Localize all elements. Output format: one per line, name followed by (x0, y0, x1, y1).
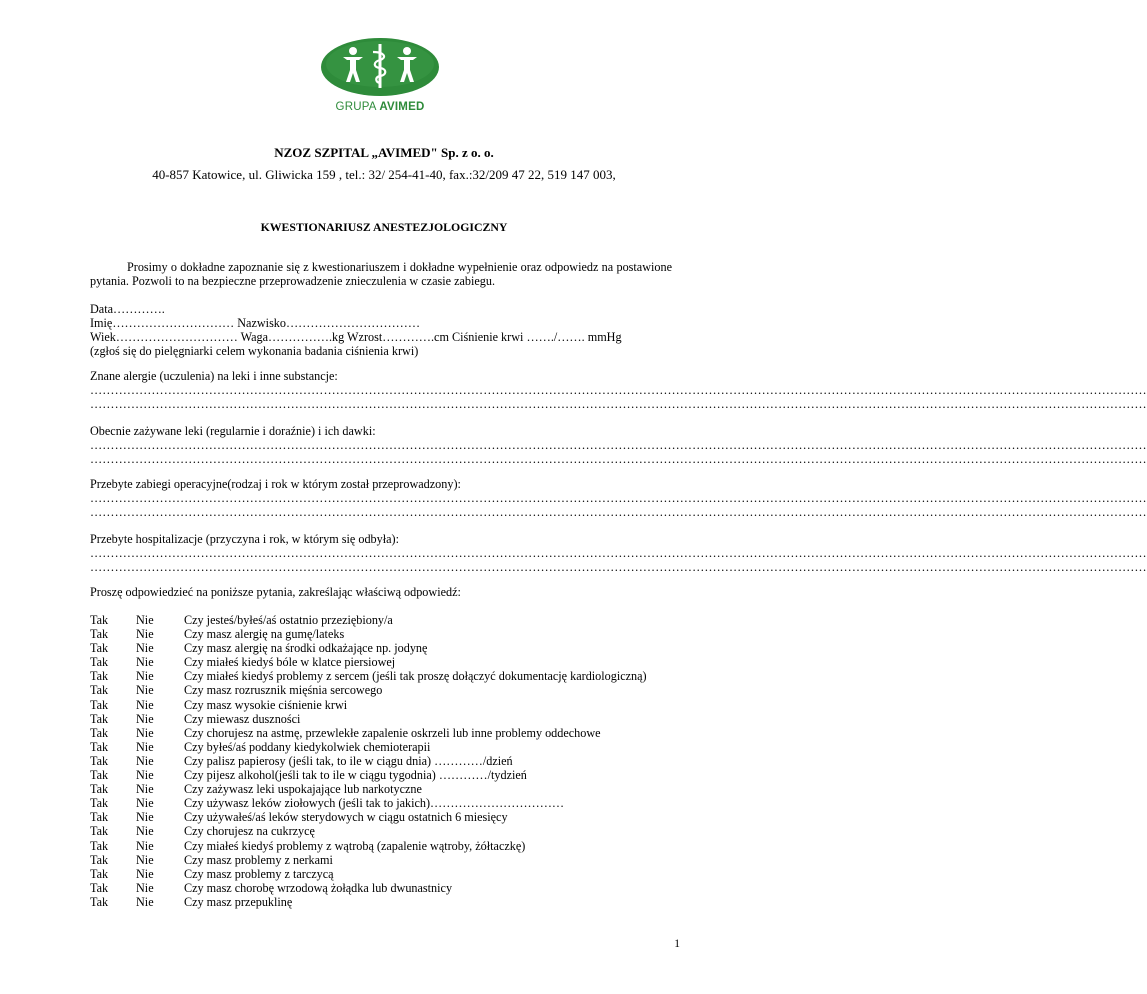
question-text: Czy masz alergię na środki odkażające np. jodynę (184, 641, 428, 656)
answer-yes-option[interactable]: Tak (90, 655, 109, 670)
answer-yes-option[interactable]: Tak (90, 697, 109, 712)
question-text: Czy chorujesz na astmę, przewlekłe zapalenie oskrzeli lub inne problemy oddechowe (184, 725, 601, 740)
answer-no-option[interactable]: Nie (136, 725, 154, 740)
blood-pressure-note: (zgłoś się do pielęgniarki celem wykonania badania ciśnienia krwi) (90, 344, 419, 358)
answer-no-option[interactable]: Nie (136, 641, 154, 656)
surgeries-label: Przebyte zabiegi operacyjne(rodzaj i rok w którym został przeprowadzony): (90, 477, 461, 491)
answer-no-option[interactable]: Nie (136, 852, 154, 867)
answer-yes-option[interactable]: Tak (90, 796, 109, 811)
hospitalizations-answer-line[interactable]: …………………………………………………………………………………………………………………………………………………………………………………………………………………………………… (90, 546, 1147, 560)
question-text: Czy masz chorobę wrzodową żołądka lub dwunastnicy (184, 880, 453, 895)
logo-group-avimed (315, 38, 445, 118)
question-text: Czy używasz leków ziołowych (jeśli tak to jakich)…………………………… (184, 796, 565, 811)
medications-label: Obecnie zażywane leki (regularnie i doraźnie) i ich dawki: (90, 424, 376, 438)
hospitalizations-label: Przebyte hospitalizacje (przyczyna i rok, w którym się odbyła): (90, 532, 399, 546)
answer-no-option[interactable]: Nie (136, 866, 154, 881)
hospital-address: 40-857 Katowice, ul. Gliwicka 159 , tel.: 32/ 254-41-40, fax.:32/209 47 22, 519 147 003, (152, 167, 616, 182)
answer-yes-option[interactable]: Tak (90, 683, 109, 698)
surgeries-section (90, 477, 1147, 519)
answer-no-option[interactable]: Nie (136, 613, 154, 627)
answer-yes-option[interactable]: Tak (90, 627, 109, 642)
answer-no-option[interactable]: Nie (136, 880, 154, 895)
personal-data-block (90, 302, 690, 358)
answer-yes-option[interactable]: Tak (90, 824, 109, 839)
answer-yes-option[interactable]: Tak (90, 880, 109, 895)
medications-answer-line[interactable]: …………………………………………………………………………………………………………………………………………………………………………………………………………………………………… (90, 452, 1147, 466)
question-text: Czy masz alergię na gumę/lateks (184, 627, 345, 642)
answer-yes-option[interactable]: Tak (90, 669, 109, 684)
hospital-name: NZOZ SZPITAL „AVIMED" Sp. z o. o. (274, 145, 494, 160)
question-text: Czy używałeś/aś leków sterydowych w ciągu ostatnich 6 miesięcy (184, 810, 508, 825)
answer-no-option[interactable]: Nie (136, 753, 154, 768)
page-number: 1 (674, 938, 680, 950)
answer-no-option[interactable]: Nie (136, 627, 154, 642)
question-text: Czy zażywasz leki uspokajające lub narkotyczne (184, 782, 422, 797)
answer-yes-option[interactable]: Tak (90, 838, 109, 853)
question-text: Czy jesteś/byłeś/aś ostatnio przeziębiony/a (184, 613, 393, 627)
date-field[interactable]: Data…………. (90, 302, 165, 316)
question-text: Czy masz wysokie ciśnienie krwi (184, 697, 348, 712)
answer-yes-option[interactable]: Tak (90, 810, 109, 825)
answer-no-option[interactable]: Nie (136, 824, 154, 839)
answer-yes-option[interactable]: Tak (90, 613, 109, 627)
answer-no-option[interactable]: Nie (136, 711, 154, 726)
question-text: Czy miałeś kiedyś bóle w klatce piersiowej (184, 655, 396, 670)
surgeries-answer-line[interactable]: …………………………………………………………………………………………………………………………………………………………………………………………………………………………………… (90, 505, 1147, 519)
surgeries-answer-line[interactable]: …………………………………………………………………………………………………………………………………………………………………………………………………………………………………… (90, 491, 1147, 505)
question-text: Czy byłeś/aś poddany kiedykolwiek chemioterapii (184, 739, 431, 754)
answer-no-option[interactable]: Nie (136, 782, 154, 797)
answer-yes-option[interactable]: Tak (90, 866, 109, 881)
answer-yes-option[interactable]: Tak (90, 782, 109, 797)
answer-yes-option[interactable]: Tak (90, 894, 109, 909)
questions-instruction: Proszę odpowiedzieć na poniższe pytania, zakreślając właściwą odpowiedź: (90, 585, 461, 599)
logo-emblem-icon (315, 38, 445, 100)
question-text: Czy masz problemy z tarczycą (184, 866, 334, 881)
question-text: Czy miewasz duszności (184, 711, 301, 726)
answer-no-option[interactable]: Nie (136, 838, 154, 853)
answer-no-option[interactable]: Nie (136, 768, 154, 783)
answer-no-option[interactable]: Nie (136, 894, 154, 909)
question-text: Czy miałeś kiedyś problemy z sercem (jeśli tak proszę dołączyć dokumentację kardiologiczną) (184, 669, 647, 684)
intro-paragraph: Prosimy o dokładne zapoznanie się z kwestionariuszem i dokładne wypełnienie oraz odpowiedz na postawione pytania. Pozwoli to na bezpieczne przeprowadzenie znieczulenia w czasie zabiegu. (90, 260, 672, 288)
answer-yes-option[interactable]: Tak (90, 753, 109, 768)
answer-yes-option[interactable]: Tak (90, 711, 109, 726)
allergies-answer-line[interactable]: …………………………………………………………………………………………………………………………………………………………………………………………………………………………………… (90, 383, 1147, 397)
answer-yes-option[interactable]: Tak (90, 768, 109, 783)
hospitalizations-answer-line[interactable]: …………………………………………………………………………………………………………………………………………………………………………………………………………………………………… (90, 560, 1147, 574)
answer-no-option[interactable]: Nie (136, 683, 154, 698)
document-title: KWESTIONARIUSZ ANESTEZJOLOGICZNY (260, 220, 508, 234)
answer-no-option[interactable]: Nie (136, 697, 154, 712)
question-text: Czy palisz papierosy (jeśli tak, to ile w ciągu dnia) …………/dzień (184, 753, 513, 768)
medications-answer-line[interactable]: …………………………………………………………………………………………………………………………………………………………………………………………………………………………………… (90, 438, 1147, 452)
answer-yes-option[interactable]: Tak (90, 739, 109, 754)
answer-no-option[interactable]: Nie (136, 810, 154, 825)
question-text: Czy masz problemy z nerkami (184, 852, 333, 867)
question-text: Czy pijesz alkohol(jeśli tak to ile w ciągu tygodnia) …………/tydzień (184, 768, 527, 783)
allergies-answer-line[interactable]: …………………………………………………………………………………………………………………………………………………………………………………………………………………………………… (90, 397, 1147, 411)
logo-text: GRUPA AVIMED (335, 101, 425, 113)
answer-yes-option[interactable]: Tak (90, 725, 109, 740)
question-text: Czy masz rozrusznik mięśnia sercowego (184, 683, 383, 698)
answer-yes-option[interactable]: Tak (90, 641, 109, 656)
name-surname-field[interactable]: Imię………………………… Nazwisko…………………………… (90, 316, 421, 330)
answer-yes-option[interactable]: Tak (90, 852, 109, 867)
age-weight-height-bp-field[interactable]: Wiek………………………… Waga…………….kg Wzrost………….cm Ciśnienie krwi ……./……. mmHg (90, 330, 622, 344)
allergies-section (90, 369, 1147, 411)
answer-no-option[interactable]: Nie (136, 669, 154, 684)
question-text: Czy masz przepuklinę (184, 894, 293, 909)
answer-no-option[interactable]: Nie (136, 739, 154, 754)
question-text: Czy chorujesz na cukrzycę (184, 824, 315, 839)
hospitalizations-section (90, 532, 1147, 574)
answer-no-option[interactable]: Nie (136, 796, 154, 811)
medications-section (90, 424, 1147, 466)
allergies-label: Znane alergie (uczulenia) na leki i inne substancje: (90, 369, 338, 383)
answer-no-option[interactable]: Nie (136, 655, 154, 670)
question-text: Czy miałeś kiedyś problemy z wątrobą (zapalenie wątroby, żółtaczkę) (184, 838, 526, 853)
